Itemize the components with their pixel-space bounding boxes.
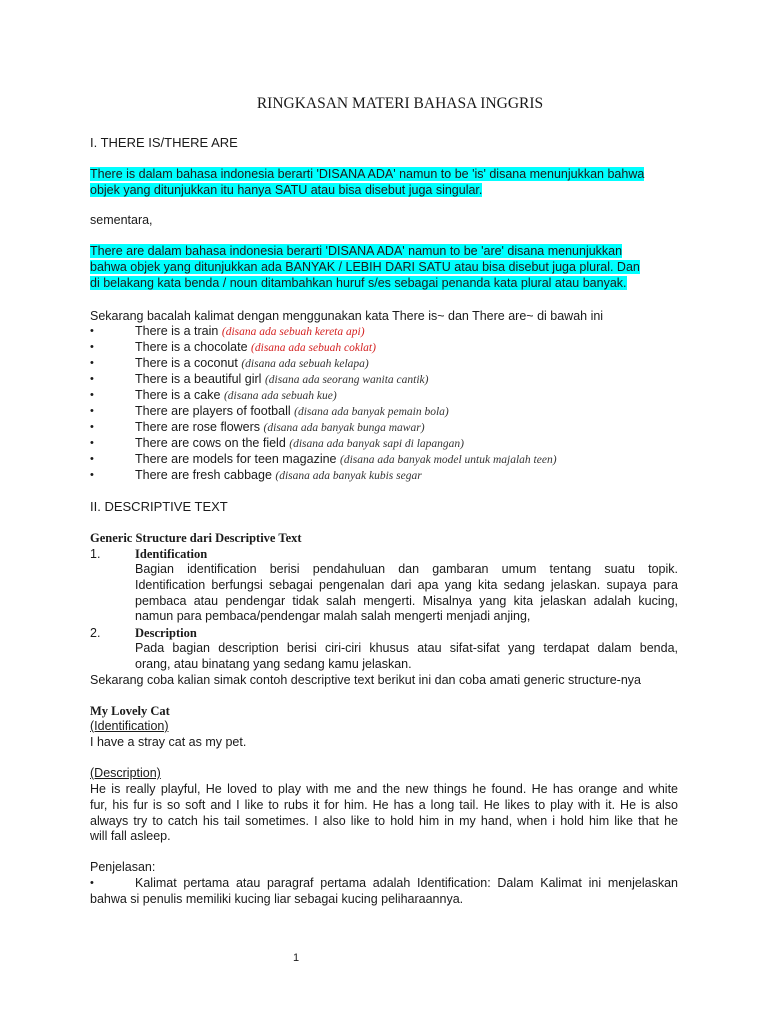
body-line: Bagian identification berisi pendahuluan dan gambaran umum tentang suatu topik.	[135, 562, 678, 576]
item1-number: 1.	[90, 547, 101, 561]
body-line: He is really playful, He loved to play with me and the new things he found. He has orange and white	[90, 782, 678, 796]
example-translation: (disana ada sebuah kue)	[223, 390, 337, 402]
bullet-icon: •	[90, 373, 94, 385]
description-label: (Description)	[90, 766, 161, 780]
body-line: always try to catch his tail sometimes. I also like to hold him in my hand, when i hold him like that he	[90, 813, 678, 828]
example-translation: (disana ada seorang wanita cantik)	[264, 374, 429, 386]
example-item	[90, 323, 690, 339]
example-translation: (disana ada banyak kubis segar	[275, 470, 422, 482]
example-sentence: There are cows on the field	[135, 436, 286, 450]
example-sentence: There is a train	[135, 324, 219, 338]
bullet-icon: •	[90, 453, 94, 465]
example-item	[90, 451, 690, 467]
body-line: bahwa si penulis memiliki kucing liar sebagai kucing peliharaannya.	[90, 891, 464, 906]
page-number: 1	[292, 952, 300, 964]
highlight-line: There are dalam bahasa indonesia berarti 'DISANA ADA' namun to be 'are' disana menunjukkan	[90, 244, 623, 258]
example-item	[90, 387, 690, 403]
item2-title: Description	[135, 626, 197, 640]
example-sentence: There is a beautiful girl	[135, 372, 262, 386]
example-item	[90, 435, 690, 451]
there-are-paragraph	[90, 243, 678, 291]
example-translation: (disana ada banyak bunga mawar)	[263, 422, 425, 434]
there-is-paragraph	[90, 166, 678, 198]
body-line: Kalimat pertama atau paragraf pertama adalah Identification: Dalam Kalimat ini menjelaskan	[135, 876, 678, 890]
bullet-icon: •	[90, 389, 94, 401]
sementara-text: sementara,	[90, 213, 153, 227]
example-sentence: There is a coconut	[135, 356, 238, 370]
identification-text: I have a stray cat as my pet.	[90, 735, 247, 749]
section-heading-there-is: I. THERE IS/THERE ARE	[90, 135, 238, 150]
generic-structure-heading: Generic Structure dari Descriptive Text	[90, 531, 302, 545]
example-sentence: There are rose flowers	[135, 420, 261, 434]
highlight-line: There is dalam bahasa indonesia berarti 'DISANA ADA' namun to be 'is' disana menunjukkan bahwa	[90, 167, 645, 181]
bullet-icon: •	[90, 357, 94, 369]
body-line: orang, atau binatang yang sedang kamu jelaskan.	[135, 656, 412, 671]
example-translation: (disana ada sebuah coklat)	[251, 342, 376, 354]
example-translation: (disana ada banyak sapi di lapangan)	[289, 438, 464, 450]
example-item	[90, 339, 690, 355]
body-line: pembaca atau pendengar tidak salah mengerti. Misalnya yang kita jelaskan adalah kucing,	[135, 593, 678, 608]
example-item	[90, 355, 690, 371]
example-sentence: There are fresh cabbage	[135, 468, 272, 482]
body-line: Identification berfungsi sebagai pengenalan dari apa yang kita sedang jelaskan. supaya para	[135, 577, 678, 592]
example-item	[90, 419, 690, 435]
examples-list	[90, 323, 690, 483]
description-text	[90, 782, 678, 845]
bullet-icon: •	[90, 405, 94, 417]
example-item	[90, 467, 690, 483]
body-line: namun para pembaca/pendengar malah salah mengerti menjadi anjing,	[135, 609, 531, 624]
example-translation: (disana ada banyak pemain bola)	[294, 406, 449, 418]
example-translation: (disana ada sebuah kereta api)	[221, 326, 365, 338]
bullet-icon: •	[90, 325, 94, 337]
highlight-line: bahwa objek yang ditunjukkan ada BANYAK / LEBIH DARI SATU atau bisa disebut juga plural. Dan	[90, 260, 640, 274]
bullet-icon: •	[90, 877, 94, 889]
item2-number: 2.	[90, 626, 101, 640]
example-item	[90, 371, 690, 387]
body-line: will fall asleep.	[90, 829, 171, 844]
example-sentence: There is a chocolate	[135, 340, 248, 354]
body-line: Pada bagian description berisi ciri-ciri khusus atau sifat-sifat yang terdapat dalam benda,	[135, 641, 678, 655]
highlight-line: di belakang kata benda / noun ditambahkan huruf s/es sebagai penanda kata plural atau banyak.	[90, 276, 627, 290]
bullet-icon: •	[90, 437, 94, 449]
body-line: fur, his fur is so soft and I like to rubs it for him. He has a long tail. He likes to play with it. He is also	[90, 797, 678, 812]
penjelasan-label: Penjelasan:	[90, 860, 156, 874]
example-sentence: There are models for teen magazine	[135, 452, 337, 466]
example-title: My Lovely Cat	[90, 704, 170, 718]
example-item	[90, 403, 690, 419]
example-sentence: There are players of football	[135, 404, 291, 418]
item1-title: Identification	[135, 547, 208, 561]
invite-text: Sekarang coba kalian simak contoh descriptive text berikut ini dan coba amati generic structure-nya	[90, 673, 641, 687]
highlight-line: objek yang ditunjukkan itu hanya SATU atau bisa disebut juga singular.	[90, 183, 483, 197]
example-translation: (disana ada banyak model untuk majalah teen)	[339, 454, 557, 466]
page-title: RINGKASAN MATERI BAHASA INGGRIS	[256, 95, 544, 112]
example-sentence: There is a cake	[135, 388, 221, 402]
penjelasan-body	[90, 876, 678, 908]
instruction-text: Sekarang bacalah kalimat dengan menggunakan kata There is~ dan There are~ di bawah ini	[90, 309, 604, 323]
item2-body	[135, 641, 678, 673]
example-translation: (disana ada sebuah kelapa)	[241, 358, 369, 370]
item1-body	[135, 562, 678, 625]
section-heading-descriptive: II. DESCRIPTIVE TEXT	[90, 499, 228, 514]
bullet-icon: •	[90, 421, 94, 433]
bullet-icon: •	[90, 469, 94, 481]
identification-label: (Identification)	[90, 719, 169, 733]
bullet-icon: •	[90, 341, 94, 353]
